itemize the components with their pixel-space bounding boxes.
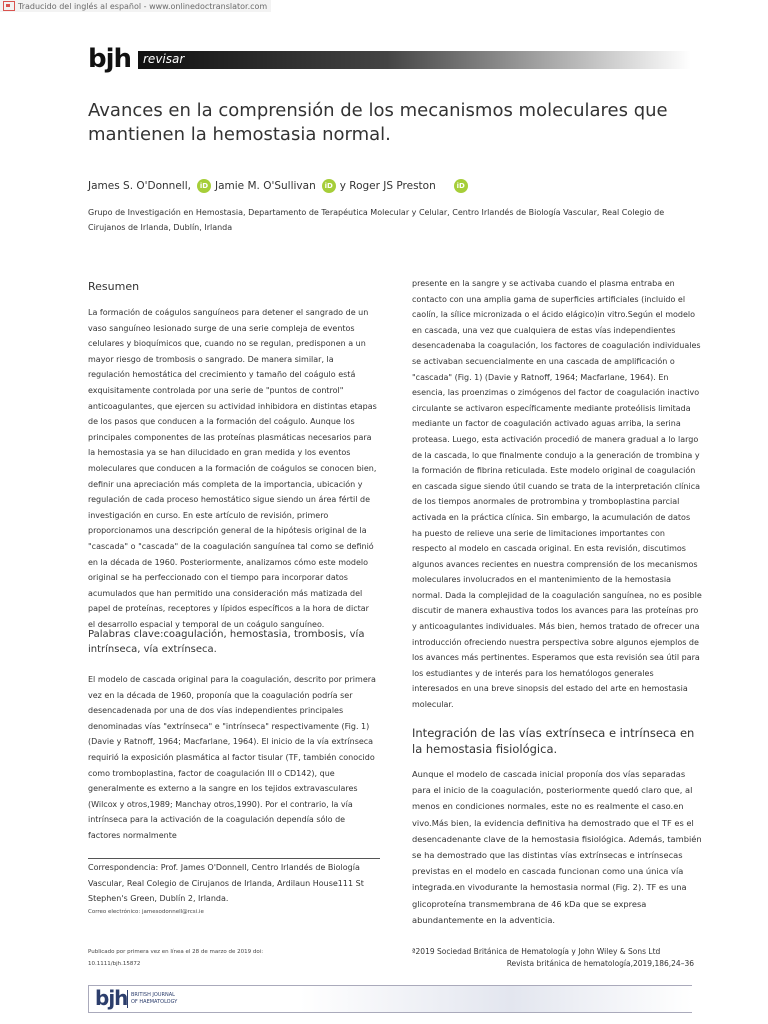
journal-citation: Revista británica de hematología,2019,186,24–36 xyxy=(506,959,694,968)
copyright-line: ª2019 Sociedad Británica de Hematología y John Wiley & Sons Ltd xyxy=(412,947,661,956)
journal-footer xyxy=(88,985,692,1013)
keywords: Palabras clave:coagulación, hemostasia, trombosis, vía intrínseca, vía extrínseca. xyxy=(88,629,365,655)
section-heading: Integración de las vías extrínseca e intrínseca en la hemostasia fisiológica. xyxy=(412,726,695,756)
email-line[interactable]: Correo electrónico: jamesodonnell@rcsi.ie xyxy=(88,909,204,915)
orcid-icon[interactable]: iD xyxy=(322,179,336,193)
abstract-body: La formación de coágulos sanguíneos para detener el sangrado de un vaso sanguíneo lesionado surge de una serie compleja de eventos celulares y bioquímicos que, cuando no se regulan, predisponen a un mayor riesgo de trombosis o sangrado. De manera similar, la regulación hemostática del crecimiento y tamaño del coágulo está exquisitamente controlada por una serie de "puntos de control" anticoagulantes, que ejercen su actividad inhibidora en distintas etapas de los pasos que conducen a la formación del coágulo. Aunque los principales componentes de las proteínas plasmáticas necesarios para la hemostasia ya se han dilucidado en gran medida y los eventos moleculares que conducen a la formación de coágulos se conocen bien, definir una apreciación más completa de la importancia, ubicación y regulación de cada proceso hemostático sigue siendo un área fértil de investigación en curso. En este artículo de revisión, primero proporcionamos una descripción general de la hipótesis original de la "cascada" o "cascada" de la coagulación sanguínea tal como se definió en la década de 1960. Posteriormente, analizamos cómo este modelo original se ha perfeccionado con el tiempo para incorporar datos acumulados que han permitido una consideración más matizada del papel de proteínas, receptores y lípidos específicos a la hora de dictar el desarrollo espacial y temporal de un coágulo sanguíneo. xyxy=(88,308,377,629)
translator-banner[interactable] xyxy=(0,0,271,12)
journal-logo: bjh xyxy=(88,44,132,74)
section-label: revisar xyxy=(143,52,185,66)
section-banner xyxy=(138,51,691,69)
author-name: y Roger JS Preston xyxy=(339,180,436,192)
journal-header xyxy=(88,46,691,72)
translator-logo-icon xyxy=(3,1,15,11)
orcid-icon[interactable]: iD xyxy=(454,179,468,193)
intro-right-text: presente en la sangre y se activaba cuando el plasma entraba en contacto con una amplia gama de superficies artificiales (incluido el caolín, la sílice micronizada o el ácido elágico)in vitro.Según el modelo en cascada, una vez que cualquiera de estas vías independientes desencadenaba la coagulación, los factores de coagulación individuales se activaban secuencialmente en una cascada de amplificación o "cascada" (Fig. 1) (Davie y Ratnoff, 1964; Macfarlane, 1964). En esencia, las proenzimas o zimógenos del factor de coagulación inactivo circulante se activaron específicamente mediante proteólisis limitada mediante un factor de coagulación activado aguas arriba, la serina proteasa. Luego, esta activación procedió de manera gradual a lo largo de la cascada, lo que finalmente condujo a la generación de trombina y la formación de fibrina reticulada. Este modelo original de coagulación en cascada sigue siendo útil cuando se trata de la interpretación clínica de los tiempos anormales de protrombina y tromboplastina parcial activada en la práctica clínica. Sin embargo, la acumulación de datos ha puesto de relieve una serie de limitaciones importantes con respecto al modelo en cascada original. En esta revisión, discutimos algunos avances recientes en nuestra comprensión de los mecanismos moleculares involucrados en el mantenimiento de la hemostasia normal. Dada la complejidad de la coagulación sanguínea, no es posible discutir de manera exhaustiva todos los avances para las proteínas pro y anticoagulantes individuales. Más bien, hemos tratado de ofrecer una introducción ofreciendo nuestra perspectiva sobre algunos ejemplos de los avances más pertinentes. Esperamos que esta revisión sea útil para los estudiantes y de interés para los hematólogos generales interesados en una breve sinopsis del estado del arte en hemostasia molecular. xyxy=(412,279,702,710)
footer-logo: bjh xyxy=(95,986,128,1010)
orcid-icon[interactable]: iD xyxy=(197,179,211,193)
translator-text: Traducido del inglés al español - www.onlinedoctranslator.com xyxy=(18,1,268,11)
correspondence: Correspondencia: Prof. James O'Donnell, Centro Irlandés de Biología Vascular, Real Colegio de Cirujanos de Irlanda, Ardilaun House111 St Stephen's Green, Dublín 2, Irlanda. xyxy=(88,863,364,904)
footer-journal-name: BRITISH JOURNAL OF HAEMATOLOGY xyxy=(131,992,178,1005)
author-name: Jamie M. O'Sullivan xyxy=(214,180,316,192)
affiliation: Grupo de Investigación en Hemostasia, Departamento de Terapéutica Molecular y Celular, Centro Irlandés de Biología Vascular, Real Colegio de Cirujanos de Irlanda, Dublín, Irlanda xyxy=(88,208,665,232)
author-list xyxy=(88,179,472,193)
section-body: Aunque el modelo de cascada inicial proponía dos vías separadas para el inicio de la coagulación, posteriormente quedó claro que, al menos en condiciones normales, este no es realmente el caso.en vivo.Más bien, la evidencia definitiva ha demostrado que el TF es el desencadenante clave de la hemostasia fisiológica. Además, también se ha demostrado que las distintas vías extrínsecas e intrínsecas previstas en el modelo en cascada funcionan como una única vía integrada.en vivodurante la hemostasia normal (Fig. 2). TF es una glicoproteína transmembrana de 46 kDa que se expresa abundantemente en la adventicia. xyxy=(412,769,702,925)
author-name: James S. O'Donnell, xyxy=(88,180,191,192)
abstract-heading: Resumen xyxy=(88,280,140,293)
copyright xyxy=(412,946,694,970)
intro-left-text: El modelo de cascada original para la coagulación, descrito por primera vez en la década de 1960, proponía que la coagulación podría ser desencadenada por una de dos vías independientes principales denominadas vías "extrínseca" e "intrínseca" respectivamente (Fig. 1) (Davie y Ratnoff, 1964; Macfarlane, 1964). El inicio de la vía extrínseca requirió la exposición plasmática al factor tisular (TF, también conocido como tromboplastina, factor de coagulación III o CD142), que generalmente es externo a la sangre en los tejidos extravasculares (Wilcox y otros,1989; Manchay otros,1990). Por el contrario, la vía intrínseca para la activación de la coagulación dependía sólo de factores normalmente xyxy=(88,675,376,840)
article-title: Avances en la comprensión de los mecanismos moleculares que mantienen la hemostasia normal. xyxy=(88,100,668,145)
publication-info: Publicado por primera vez en línea el 28 de marzo de 2019 doi: 10.1111/bjh.15872 xyxy=(88,949,264,967)
footer-divider xyxy=(127,990,128,1008)
divider xyxy=(88,858,380,859)
